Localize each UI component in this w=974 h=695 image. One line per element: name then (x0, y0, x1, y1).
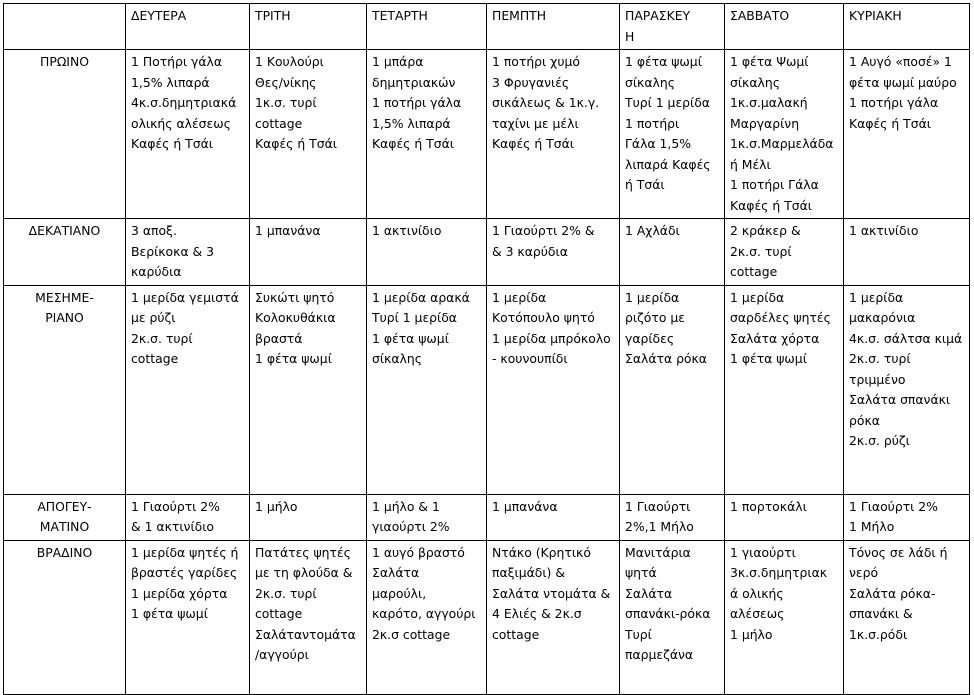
meal-cell-tuesday (250, 50, 367, 219)
meal-label (4, 219, 126, 286)
day-header-monday: ΔΕΥΤΕΡΑ (126, 4, 250, 50)
meal-item-line: 1 Γιαούρτι 2% (849, 498, 938, 514)
meal-item-line: 1 φέτα ψωμί (730, 351, 807, 366)
meal-item-line: - κουνουπίδι (492, 351, 568, 366)
meal-label-text: ΒΡΑΔΙΝΟ (36, 544, 93, 560)
day-header-thursday: ΠΕΜΠΤΗ (487, 4, 620, 50)
meal-item-line: Σαλάτα χόρτα (730, 330, 820, 346)
meal-item-line: Καφές ή Τσάι (131, 136, 213, 151)
meal-item-line: 1 μερίδα (849, 289, 904, 305)
meal-item-line: γαρίδες (625, 330, 675, 346)
meal-cell-saturday (725, 50, 844, 219)
meal-cell-thursday (487, 494, 620, 540)
meal-item-line: 1 μπάρα (372, 54, 424, 69)
meal-item-line: 1 Γιαούρτι 2% & (492, 223, 595, 238)
meal-item-line: μακαρόνια (849, 310, 916, 325)
meal-item-line: σίκαλης (625, 74, 675, 90)
meal-cell-friday (620, 540, 725, 694)
meal-item-line: 1 Αυγό «ποσέ» 1 (849, 54, 952, 69)
meal-item-line: γιαούρτι 2% (372, 519, 450, 534)
meal-item-line: 1 μερίδα αρακά (372, 289, 470, 305)
meal-label (4, 50, 126, 219)
meal-item-line: Καφές ή Τσάι (730, 197, 812, 213)
meal-cell-thursday (487, 50, 620, 219)
meal-row (4, 494, 970, 540)
meal-cell-saturday (725, 285, 844, 494)
meal-item-line: 2κ.σ. τυρί (730, 243, 792, 259)
meal-item-line: 2κ.σ. τυρί (255, 585, 317, 601)
meal-item-line: 1κ.σ.ρόδι (849, 626, 908, 642)
meal-item-line: 1 ποτήρι (625, 115, 680, 131)
meal-item-line: 4κ.σ.δημητριακά (131, 95, 237, 110)
meal-item-line: cottage (255, 606, 303, 621)
meal-item-line: 1 μήλο (255, 498, 298, 514)
meal-item-line: 1κ.σ.μαλακή (730, 95, 808, 110)
day-header-wednesday: ΤΕΤΑΡΤΗ (367, 4, 487, 50)
meal-cell-sunday (844, 540, 970, 694)
meal-cell-monday (126, 540, 250, 694)
meal-item-line: 1 Γιαούρτι 2% (131, 498, 220, 514)
meal-item-line: 1 μερίδα μπρόκολο (492, 330, 611, 346)
meal-item-line: /αγγούρι (255, 647, 309, 662)
meal-item-line: Σαλάτα ρόκα (625, 351, 707, 366)
meal-item-line: ψητά (625, 565, 657, 580)
meal-item-line: Τυρί (625, 626, 652, 642)
meal-item-line: σικάλεως & 1κ.γ. (492, 95, 600, 110)
table-body (4, 4, 970, 695)
meal-item-line: Βερίκοκα & 3 (131, 243, 215, 259)
meal-label-text: ΠΡΩΙΝΟ (40, 54, 89, 69)
meal-item-line: Σαλάτα ρόκα- (849, 585, 936, 601)
meal-label-line: ΜΕΣΗΜΕ- (35, 289, 94, 305)
meal-item-line: 1κ.σ. τυρί (255, 95, 317, 110)
meal-item-line: 2κ.σ cottage (372, 626, 451, 642)
meal-item-line: ά ολικής (730, 585, 784, 601)
meal-cell-sunday (844, 50, 970, 219)
meal-item-line: 1 Κουλούρι (255, 54, 324, 69)
meal-cell-saturday (725, 540, 844, 694)
meal-item-line: Σαλάτα ντομάτα & (492, 585, 611, 601)
meal-item-line: 1 πορτοκάλι (730, 498, 807, 514)
meal-label (4, 540, 126, 694)
meal-item-line: Σαλάτα (625, 585, 673, 601)
meal-item-line: Καφές ή Τσάι (849, 115, 931, 131)
meal-cell-friday (620, 219, 725, 286)
meal-cell-monday (126, 50, 250, 219)
meal-label-line: ΑΠΟΓΕΥ- (37, 498, 92, 514)
meal-item-line: cottage (131, 351, 179, 366)
meal-item-line: Καφές ή Τσάι (372, 136, 454, 151)
meal-item-line: σίκαλης (372, 351, 422, 366)
meal-item-line: 1 μερίδα (625, 289, 680, 305)
meal-label (4, 285, 126, 494)
meal-cell-thursday (487, 285, 620, 494)
meal-cell-tuesday (250, 219, 367, 286)
meal-cell-thursday (487, 219, 620, 286)
header-row (4, 4, 970, 50)
meal-item-line: Κολοκυθάκια (255, 310, 336, 325)
meal-cell-wednesday (367, 494, 487, 540)
meal-item-line: 1 ποτήρι χυμό (492, 54, 580, 69)
meal-item-line: Τυρί 1 μερίδα (625, 95, 710, 110)
meal-item-line: αλέσεως (730, 606, 785, 621)
meal-cell-monday (126, 285, 250, 494)
meal-item-line: 1 ποτήρι γάλα (849, 95, 939, 110)
meal-item-line: 1 μπανάνα (255, 223, 321, 238)
meal-item-line: καρότο, αγγούρι (372, 606, 476, 621)
meal-cell-monday (126, 494, 250, 540)
meal-item-line: 2%,1 Μήλο (625, 519, 694, 534)
meal-item-line: 1κ.σ.Μαρμελάδα (730, 136, 834, 151)
meal-item-line: νερό (849, 565, 879, 580)
meal-cell-friday (620, 285, 725, 494)
meal-item-line: παξιμάδι) & (492, 565, 565, 580)
day-header-saturday: ΣΑΒΒΑΤΟ (725, 4, 844, 50)
meal-item-line: τριμμένο (849, 371, 906, 387)
meal-item-line: ολικής αλέσεως (131, 115, 231, 131)
meal-cell-saturday (725, 219, 844, 286)
meal-item-line: 1 φέτα ψωμί (625, 54, 702, 69)
meal-item-line: Μαργαρίνη (730, 115, 800, 131)
meal-item-line: ριζότο με (625, 310, 685, 325)
meal-item-line: & 3 καρύδια (492, 243, 568, 259)
meal-label-line: ΜΑΤΙΝΟ (39, 519, 90, 534)
meal-item-line: 1 μερίδα (492, 289, 547, 305)
corner-cell (4, 4, 126, 50)
meal-item-line: ταχίνι με μέλι (492, 115, 579, 131)
meal-item-line: βραστές γαρίδες (131, 565, 238, 580)
meal-item-line: Κοτόπουλο ψητό (492, 310, 595, 325)
meal-item-line: ρόκα (849, 412, 880, 428)
meal-label (4, 494, 126, 540)
meal-item-line: Τόνος σε λάδι ή (849, 544, 948, 560)
meal-item-line: 1 μερίδα (730, 289, 785, 305)
meal-cell-friday (620, 50, 725, 219)
meal-row (4, 285, 970, 494)
meal-item-line: με ρύζι (131, 310, 176, 325)
meal-item-line: 3 αποξ. (131, 223, 177, 238)
meal-item-line: cottage (255, 115, 303, 131)
meal-item-line: Ντάκο (Κρητικό (492, 544, 591, 560)
meal-cell-thursday (487, 540, 620, 694)
meal-item-line: σπανάκι & (849, 606, 913, 621)
meal-cell-tuesday (250, 494, 367, 540)
meal-label-text: ΔΕΚΑΤΙΑΝΟ (28, 223, 101, 238)
meal-item-line: Πατάτες ψητές (255, 544, 351, 560)
meal-cell-sunday (844, 285, 970, 494)
meal-cell-wednesday (367, 50, 487, 219)
day-header-part: Η (625, 28, 635, 44)
day-header-part: ΠΑΡΑΣΚΕΥ (625, 8, 691, 23)
meal-item-line: Τυρί 1 μερίδα (372, 310, 457, 325)
meal-item-line: Σαλάτα (372, 565, 420, 580)
meal-cell-tuesday (250, 540, 367, 694)
meal-item-line: Καφές ή Τσάι (255, 136, 337, 151)
meal-cell-wednesday (367, 285, 487, 494)
meal-item-line: ή Τσάι (625, 177, 665, 192)
meal-item-line: 1 φέτα ψωμί (255, 351, 332, 366)
meal-item-line: 1 γιαούρτι (730, 544, 796, 560)
meal-cell-saturday (725, 494, 844, 540)
meal-item-line: 1 μήλο (730, 626, 773, 642)
meal-item-line: σαρδέλες ψητές (730, 310, 831, 325)
meal-item-line: Καφές ή Τσάι (492, 136, 574, 151)
meal-item-line: 1 Αχλάδι (625, 223, 680, 238)
meal-item-line: σίκαλης (730, 74, 780, 90)
meal-item-line: 1 Ποτήρι γάλα (131, 54, 223, 69)
meal-item-line: 1 φέτα ψωμί (372, 330, 449, 346)
meal-label-line: ΡΙΑΝΟ (45, 310, 84, 325)
meal-item-line: 1 ακτινίδιο (372, 223, 442, 238)
meal-item-line: Θες/νίκης (255, 74, 317, 90)
day-header-friday (620, 4, 725, 50)
meal-item-line: παρμεζάνα (625, 647, 694, 662)
meal-item-line: 1 μερίδα ψητές ή (131, 544, 239, 560)
meal-item-line: Γάλα 1,5% (625, 136, 691, 151)
meal-item-line: 4κ.σ. σάλτσα κιμά (849, 330, 963, 346)
meal-item-line: 1 ποτήρι Γάλα (730, 177, 819, 192)
meal-item-line: 1 αυγό βραστό (372, 544, 465, 560)
meal-item-line: 2κ.σ. ρύζι (849, 433, 910, 448)
meal-item-line: Σαλάταντομάτα (255, 626, 356, 642)
meal-item-line: 1,5% λιπαρά (131, 74, 210, 90)
meal-item-line: 2κ.σ. τυρί (131, 330, 193, 346)
meal-cell-monday (126, 219, 250, 286)
meal-item-line: με τη φλούδα & (255, 565, 353, 580)
meal-item-line: 1 ποτήρι γάλα (372, 95, 462, 110)
meal-item-line: 3κ.σ.δημητριακ (730, 565, 828, 580)
meal-item-line: Σαλάτα σπανάκι (849, 392, 951, 407)
meal-item-line: 1,5% λιπαρά (372, 115, 451, 131)
meal-item-line: 1 μπανάνα (492, 498, 558, 514)
meal-item-line: 4 Ελιές & 2κ.σ (492, 606, 582, 621)
meal-item-line: δημητριακών (372, 74, 456, 90)
meal-item-line: μαρούλι, (372, 585, 427, 601)
day-header-tuesday: ΤΡΙΤΗ (250, 4, 367, 50)
meal-item-line: cottage (492, 626, 540, 642)
meal-item-line: φέτα ψωμί μαύρο (849, 74, 957, 90)
meal-item-line: 1 Μήλο (849, 519, 895, 534)
meal-item-line: ή Μέλι (730, 156, 771, 172)
meal-item-line: & 1 ακτινίδιο (131, 519, 215, 534)
meal-item-line: 1 μερίδα γεμιστά (131, 289, 239, 305)
day-header-sunday: ΚΥΡΙΑΚΗ (844, 4, 970, 50)
meal-plan-table (3, 3, 970, 695)
meal-item-line: 2 κράκερ & (730, 223, 801, 238)
meal-item-line: καρύδια (131, 264, 182, 279)
meal-cell-wednesday (367, 219, 487, 286)
meal-item-line: 3 Φρυγανιές (492, 74, 570, 90)
meal-item-line: 1 μήλο & 1 (372, 498, 440, 514)
meal-item-line: λιπαρά Καφές (625, 156, 711, 172)
meal-item-line: 1 Γιαούρτι (625, 498, 691, 514)
meal-cell-friday (620, 494, 725, 540)
meal-item-line: 1 φέτα Ψωμί (730, 54, 809, 69)
meal-item-line: Συκώτι ψητό (255, 289, 335, 305)
meal-row (4, 50, 970, 219)
meal-cell-sunday (844, 494, 970, 540)
meal-cell-tuesday (250, 285, 367, 494)
meal-item-line: cottage (730, 264, 778, 279)
meal-item-line: Μανιτάρια (625, 544, 691, 560)
meal-cell-wednesday (367, 540, 487, 694)
meal-item-line: σπανάκι-ρόκα (625, 606, 711, 621)
meal-item-line: βραστά (255, 330, 303, 346)
meal-row (4, 540, 970, 694)
meal-row (4, 219, 970, 286)
meal-item-line: 1 φέτα ψωμί (131, 606, 208, 621)
meal-item-line: 1 ακτινίδιο (849, 223, 919, 238)
meal-item-line: 1 μερίδα χόρτα (131, 585, 228, 601)
meal-cell-sunday (844, 219, 970, 286)
meal-item-line: 2κ.σ. τυρί (849, 351, 911, 366)
